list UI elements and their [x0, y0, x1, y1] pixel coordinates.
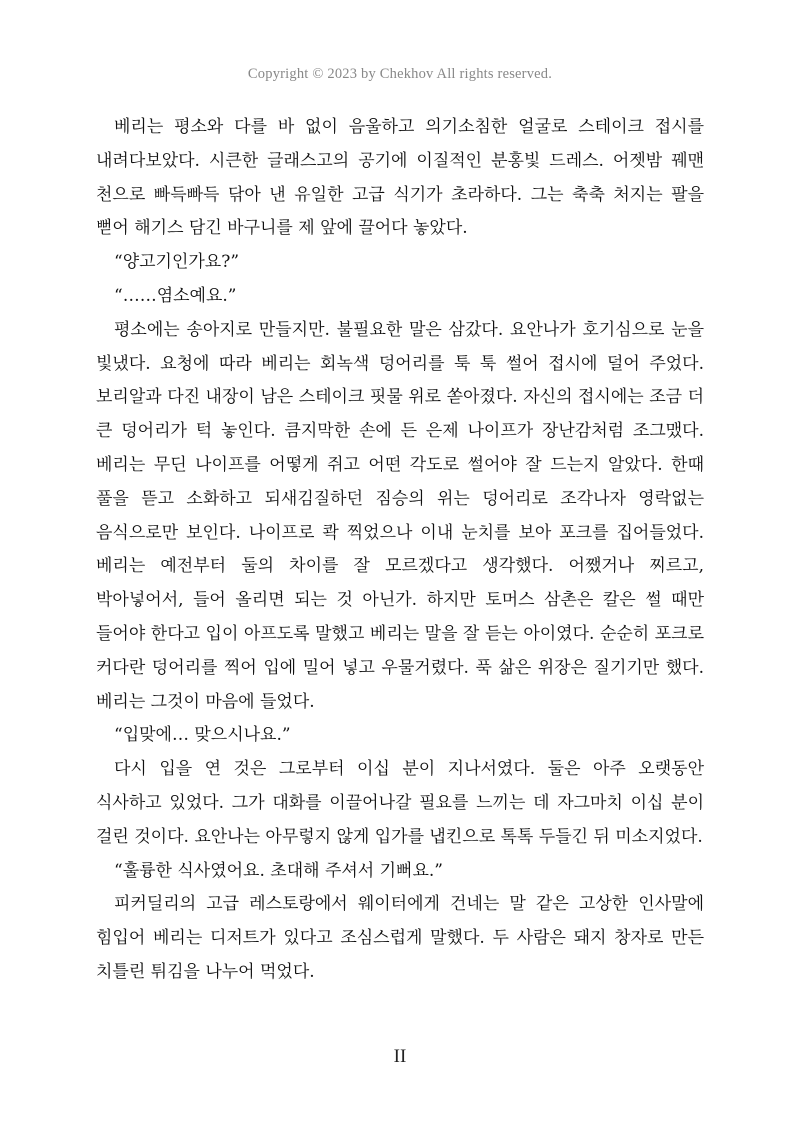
dialogue-line: “……염소예요.”: [114, 285, 237, 306]
paragraph: 베리는 평소와 다를 바 없이 음울하고 의기소침한 얼굴로 스테이크 접시를 내려다보았다. 시큰한 글래스고의 공기에 이질적인 분홍빛 드레스. 어젯밤 꿰맨 천으로 빠득빠득 닦아 낸 유일한 고급 식기가 초라하다. 그는 축축 처지는 팔을 뻗어 해기스 담긴 바구니를 제 앞에 끌어다 놓았다.: [96, 117, 704, 239]
dialogue-line: “훌륭한 식사였어요. 초대해 주셔서 기뻐요.”: [114, 860, 443, 881]
dialogue-line: “양고기인가요?”: [114, 252, 240, 273]
paragraph: 평소에는 송아지로 만들지만. 불필요한 말은 삼갔다. 요안나가 호기심으로 눈을 빛냈다. 요청에 따라 베리는 회녹색 덩어리를 툭 툭 썰어 접시에 덜어 주었다. 보리알과 다진 내장이 남은 스테이크 핏물 위로 쏟아졌다. 자신의 접시에는 조금 더 큰 덩어리가 턱 놓인다. 큼지막한 손에 든 은제 나이프가 장난감처럼 조그맸다. 베리는 무딘 나이프를 어떻게 쥐고 어떤 각도로 썰어야 잘 드는지 알았다. 한때 풀을 뜯고 소화하고 되새김질하던 짐승의 위는 덩어리로 조각나자 영락없는 음식으로만 보인다. 나이프로 콱 찍었으나 이내 눈치를 보아 포크를 집어들었다. 베리는 예전부터 둘의 차이를 잘 모르겠다고 생각했다. 어쨌거나 찌르고, 박아넣어서, 들어 올리면 되는 것 아닌가. 하지만 토머스 삼촌은 칼은 썰 때만 들어야 한다고 입이 아프도록 말했고 베리는 말을 잘 듣는 아이였다. 순순히 포크로 커다란 덩어리를 찍어 입에 밀어 넣고 우물거렸다. 푹 삶은 위장은 질기기만 했다. 베리는 그것이 마음에 들었다.: [96, 319, 704, 712]
body-text: [96, 111, 704, 990]
copyright-notice: Copyright © 2023 by Chekhov All rights reserved.: [247, 66, 553, 82]
page-number: II: [393, 1046, 407, 1067]
paragraph: 다시 입을 연 것은 그로부터 이십 분이 지나서였다. 둘은 아주 오랫동안 식사하고 있었다. 그가 대화를 이끌어나갈 필요를 느끼는 데 자그마치 이십 분이 걸린 것이다. 요안나는 아무렇지 않게 입가를 냅킨으로 톡톡 두들긴 뒤 미소지었다.: [96, 759, 704, 847]
paragraph: 피커딜리의 고급 레스토랑에서 웨이터에게 건네는 말 같은 고상한 인사말에 힘입어 베리는 디저트가 있다고 조심스럽게 말했다. 두 사람은 돼지 창자로 만든 치틀린 튀김을 나누어 먹었다.: [96, 894, 704, 982]
dialogue-line: “입맞에… 맞으시나요.”: [114, 725, 291, 746]
